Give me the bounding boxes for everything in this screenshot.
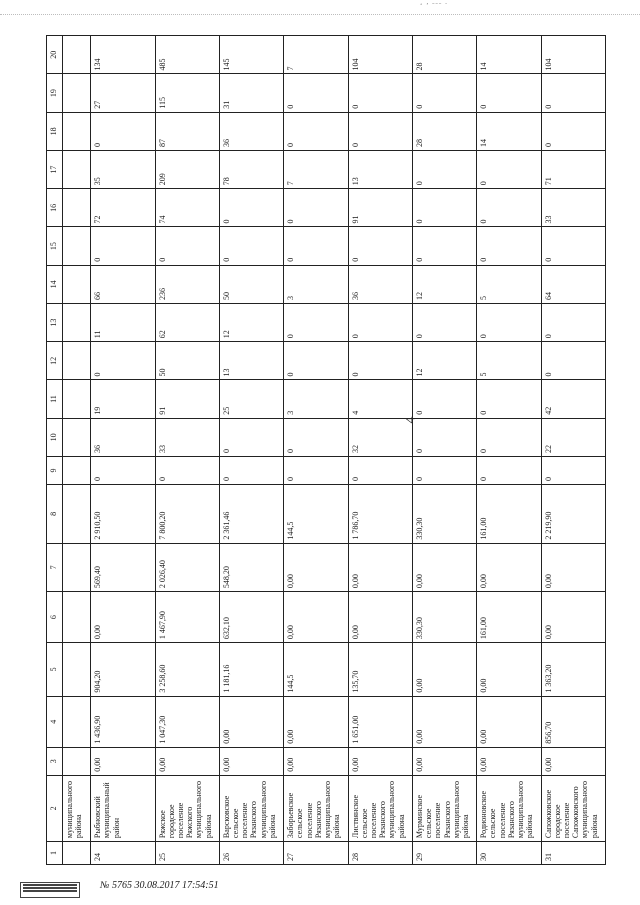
value-cell: 27 bbox=[91, 74, 155, 112]
column-number-header: 4 bbox=[47, 696, 63, 747]
value-cell: 0 bbox=[91, 227, 155, 265]
column-number-header: 20 bbox=[47, 36, 63, 74]
value-cell: 0 bbox=[348, 342, 412, 380]
column-number-header: 3 bbox=[47, 747, 63, 775]
value-cell: 74 bbox=[155, 189, 219, 227]
value-cell: 0 bbox=[91, 456, 155, 484]
row-number-cell: 25 bbox=[155, 842, 219, 865]
value-cell: 3 258,60 bbox=[155, 643, 219, 697]
value-cell: 2 026,40 bbox=[155, 543, 219, 591]
table-row bbox=[155, 36, 219, 865]
value-cell bbox=[63, 456, 91, 484]
value-cell: 0,00 bbox=[284, 543, 348, 591]
value-cell: 32 bbox=[348, 418, 412, 456]
table-row bbox=[541, 36, 605, 865]
value-cell: 0,00 bbox=[541, 543, 605, 591]
value-cell bbox=[63, 74, 91, 112]
value-cell: 0,00 bbox=[412, 643, 476, 697]
value-cell: 12 bbox=[219, 303, 283, 341]
value-cell: 4 bbox=[348, 380, 412, 418]
value-cell: 0,00 bbox=[284, 747, 348, 775]
value-cell: 0 bbox=[412, 418, 476, 456]
value-cell: 7 bbox=[284, 150, 348, 188]
table-row bbox=[63, 36, 91, 865]
value-cell: 66 bbox=[91, 265, 155, 303]
value-cell: 42 bbox=[541, 380, 605, 418]
value-cell: 0 bbox=[412, 380, 476, 418]
value-cell: 0 bbox=[155, 227, 219, 265]
value-cell: 0,00 bbox=[412, 543, 476, 591]
page-number: 4 bbox=[403, 416, 419, 424]
column-number-header: 11 bbox=[47, 380, 63, 418]
value-cell: 0,00 bbox=[348, 747, 412, 775]
value-cell: 1 436,90 bbox=[91, 696, 155, 747]
value-cell: 28 bbox=[412, 112, 476, 150]
value-cell: 3 bbox=[284, 380, 348, 418]
value-cell: 1 467,90 bbox=[155, 592, 219, 643]
value-cell: 0 bbox=[284, 342, 348, 380]
value-cell: 548,20 bbox=[219, 543, 283, 591]
value-cell: 0,00 bbox=[91, 747, 155, 775]
value-cell: 0 bbox=[219, 227, 283, 265]
value-cell: 2 361,46 bbox=[219, 484, 283, 543]
value-cell: 0,00 bbox=[219, 696, 283, 747]
value-cell: 7 bbox=[284, 36, 348, 74]
column-number-header: 18 bbox=[47, 112, 63, 150]
value-cell bbox=[63, 543, 91, 591]
value-cell: 856,70 bbox=[541, 696, 605, 747]
value-cell: 632,10 bbox=[219, 592, 283, 643]
value-cell: 2 910,50 bbox=[91, 484, 155, 543]
value-cell: 0 bbox=[348, 112, 412, 150]
value-cell: 0 bbox=[477, 227, 541, 265]
value-cell bbox=[63, 747, 91, 775]
value-cell: 144,5 bbox=[284, 484, 348, 543]
column-number-header: 19 bbox=[47, 74, 63, 112]
value-cell: 0 bbox=[348, 303, 412, 341]
table-row bbox=[348, 36, 412, 865]
value-cell: 91 bbox=[155, 380, 219, 418]
value-cell: 13 bbox=[348, 150, 412, 188]
value-cell: 0,00 bbox=[91, 592, 155, 643]
value-cell: 134 bbox=[91, 36, 155, 74]
value-cell: 2 219,90 bbox=[541, 484, 605, 543]
value-cell bbox=[63, 696, 91, 747]
value-cell: 0 bbox=[348, 74, 412, 112]
value-cell: 0,00 bbox=[219, 747, 283, 775]
value-cell: 0 bbox=[284, 418, 348, 456]
value-cell bbox=[63, 227, 91, 265]
value-cell: 19 bbox=[91, 380, 155, 418]
value-cell: 115 bbox=[155, 74, 219, 112]
value-cell: 0 bbox=[541, 342, 605, 380]
value-cell: 144,5 bbox=[284, 643, 348, 697]
value-cell: 12 bbox=[412, 342, 476, 380]
value-cell: 0,00 bbox=[541, 592, 605, 643]
value-cell bbox=[63, 36, 91, 74]
column-number-header: 16 bbox=[47, 189, 63, 227]
value-cell: 36 bbox=[91, 418, 155, 456]
value-cell: 0 bbox=[348, 227, 412, 265]
value-cell: 3 bbox=[284, 265, 348, 303]
data-table-rotated bbox=[46, 35, 606, 865]
value-cell: 50 bbox=[219, 265, 283, 303]
value-cell: 0 bbox=[477, 456, 541, 484]
value-cell: 0,00 bbox=[412, 696, 476, 747]
value-cell: 0 bbox=[348, 456, 412, 484]
value-cell: 71 bbox=[541, 150, 605, 188]
row-number-cell bbox=[63, 842, 91, 865]
municipality-name-cell: муниципального района bbox=[63, 775, 91, 841]
value-cell: 0 bbox=[541, 456, 605, 484]
value-cell bbox=[63, 342, 91, 380]
stamp-date: 30.08.2017 bbox=[134, 880, 180, 891]
value-cell: 0,00 bbox=[284, 696, 348, 747]
value-cell: 0,00 bbox=[155, 747, 219, 775]
value-cell: 0 bbox=[91, 112, 155, 150]
row-number-cell: 31 bbox=[541, 842, 605, 865]
stamp-time: 17:54:51 bbox=[181, 880, 219, 891]
scan-top-edge bbox=[0, 0, 640, 15]
registration-stamp-text bbox=[100, 880, 219, 891]
value-cell bbox=[63, 189, 91, 227]
row-number-cell: 30 bbox=[477, 842, 541, 865]
value-cell: 0 bbox=[477, 189, 541, 227]
column-number-header: 1 bbox=[47, 842, 63, 865]
value-cell bbox=[63, 265, 91, 303]
value-cell bbox=[63, 643, 91, 697]
municipality-name-cell: Рыбновский муниципальный район bbox=[91, 775, 155, 841]
value-cell: 5 bbox=[477, 342, 541, 380]
municipality-name-cell: Варсковское сельское поселение Рязанского муниципального района bbox=[219, 775, 283, 841]
municipality-name-cell: Родионовское сельское поселение Рязанского муниципального района bbox=[477, 775, 541, 841]
row-number-cell: 28 bbox=[348, 842, 412, 865]
value-cell: 904,20 bbox=[91, 643, 155, 697]
table-row bbox=[284, 36, 348, 865]
value-cell: 1 181,16 bbox=[219, 643, 283, 697]
stamp-logo-icon bbox=[20, 882, 80, 898]
scan-noise-mark: ʻ ʼ ˉˉˉ ˊ bbox=[420, 2, 449, 10]
column-number-header: 2 bbox=[47, 775, 63, 841]
value-cell: 0 bbox=[412, 189, 476, 227]
column-number-header: 13 bbox=[47, 303, 63, 341]
value-cell: 0 bbox=[284, 189, 348, 227]
value-cell: 0 bbox=[477, 380, 541, 418]
data-table bbox=[46, 35, 606, 865]
value-cell: 0 bbox=[219, 456, 283, 484]
value-cell: 0,00 bbox=[348, 543, 412, 591]
value-cell: 33 bbox=[541, 189, 605, 227]
value-cell: 5 bbox=[477, 265, 541, 303]
value-cell: 62 bbox=[155, 303, 219, 341]
value-cell: 25 bbox=[219, 380, 283, 418]
value-cell: 0,00 bbox=[477, 543, 541, 591]
value-cell: 87 bbox=[155, 112, 219, 150]
table-header-row bbox=[47, 36, 63, 865]
value-cell: 0 bbox=[541, 227, 605, 265]
column-number-header: 17 bbox=[47, 150, 63, 188]
value-cell: 485 bbox=[155, 36, 219, 74]
value-cell: 36 bbox=[219, 112, 283, 150]
value-cell: 0,00 bbox=[477, 747, 541, 775]
value-cell bbox=[63, 380, 91, 418]
value-cell: 31 bbox=[219, 74, 283, 112]
value-cell: 36 bbox=[348, 265, 412, 303]
municipality-name-cell: Заборьевское сельское поселение Рязанского муниципального района bbox=[284, 775, 348, 841]
value-cell: 0 bbox=[284, 456, 348, 484]
value-cell: 22 bbox=[541, 418, 605, 456]
column-number-header: 15 bbox=[47, 227, 63, 265]
column-number-header: 14 bbox=[47, 265, 63, 303]
table-row bbox=[412, 36, 476, 865]
value-cell: 0,00 bbox=[541, 747, 605, 775]
value-cell: 50 bbox=[155, 342, 219, 380]
value-cell: 64 bbox=[541, 265, 605, 303]
value-cell: 0 bbox=[219, 189, 283, 227]
value-cell: 0 bbox=[477, 74, 541, 112]
value-cell: 145 bbox=[219, 36, 283, 74]
value-cell: 161,00 bbox=[477, 592, 541, 643]
value-cell: 0 bbox=[91, 342, 155, 380]
value-cell: 104 bbox=[541, 36, 605, 74]
row-number-cell: 26 bbox=[219, 842, 283, 865]
value-cell: 0 bbox=[219, 418, 283, 456]
municipality-name-cell: Ряжское городское поселение Ряжского муниципального района bbox=[155, 775, 219, 841]
value-cell: 0 bbox=[477, 150, 541, 188]
value-cell: 7 800,20 bbox=[155, 484, 219, 543]
value-cell: 28 bbox=[412, 36, 476, 74]
value-cell: 0 bbox=[412, 227, 476, 265]
value-cell: 72 bbox=[91, 189, 155, 227]
municipality-name-cell: Листвянское сельское поселение Рязанского муниципального района bbox=[348, 775, 412, 841]
value-cell: 1 047,30 bbox=[155, 696, 219, 747]
value-cell: 0 bbox=[412, 303, 476, 341]
table-row bbox=[219, 36, 283, 865]
stamp-reg-number: 5765 bbox=[111, 880, 132, 891]
value-cell: 0 bbox=[284, 227, 348, 265]
value-cell: 330,30 bbox=[412, 592, 476, 643]
value-cell: 0 bbox=[155, 456, 219, 484]
value-cell: 0 bbox=[284, 303, 348, 341]
value-cell: 0,00 bbox=[477, 696, 541, 747]
value-cell: 14 bbox=[477, 112, 541, 150]
value-cell: 236 bbox=[155, 265, 219, 303]
value-cell: 135,70 bbox=[348, 643, 412, 697]
value-cell: 330,30 bbox=[412, 484, 476, 543]
value-cell: 0,00 bbox=[348, 592, 412, 643]
value-cell: 1 786,70 bbox=[348, 484, 412, 543]
value-cell: 78 bbox=[219, 150, 283, 188]
value-cell: 0 bbox=[477, 303, 541, 341]
value-cell: 0 bbox=[541, 112, 605, 150]
column-number-header: 10 bbox=[47, 418, 63, 456]
column-number-header: 9 bbox=[47, 456, 63, 484]
value-cell: 0 bbox=[284, 74, 348, 112]
value-cell: 1 363,20 bbox=[541, 643, 605, 697]
value-cell: 13 bbox=[219, 342, 283, 380]
value-cell: 0 bbox=[284, 112, 348, 150]
value-cell: 104 bbox=[348, 36, 412, 74]
value-cell: 161,00 bbox=[477, 484, 541, 543]
value-cell: 209 bbox=[155, 150, 219, 188]
column-number-header: 7 bbox=[47, 543, 63, 591]
value-cell bbox=[63, 418, 91, 456]
value-cell: 0 bbox=[412, 456, 476, 484]
value-cell bbox=[63, 484, 91, 543]
municipality-name-cell: Сапожковское городское поселение Сапожковского муниципального района bbox=[541, 775, 605, 841]
row-number-cell: 29 bbox=[412, 842, 476, 865]
table-row bbox=[477, 36, 541, 865]
value-cell bbox=[63, 303, 91, 341]
value-cell bbox=[63, 150, 91, 188]
value-cell: 0 bbox=[541, 74, 605, 112]
value-cell: 0 bbox=[412, 150, 476, 188]
value-cell: 11 bbox=[91, 303, 155, 341]
table-row bbox=[91, 36, 155, 865]
value-cell: 0 bbox=[477, 418, 541, 456]
value-cell: 569,40 bbox=[91, 543, 155, 591]
column-number-header: 6 bbox=[47, 592, 63, 643]
stamp-number-sign: № bbox=[100, 880, 110, 891]
row-number-cell: 24 bbox=[91, 842, 155, 865]
row-number-cell: 27 bbox=[284, 842, 348, 865]
value-cell: 0,00 bbox=[477, 643, 541, 697]
column-number-header: 5 bbox=[47, 643, 63, 697]
value-cell: 0 bbox=[412, 74, 476, 112]
column-number-header: 8 bbox=[47, 484, 63, 543]
value-cell: 0 bbox=[541, 303, 605, 341]
value-cell bbox=[63, 112, 91, 150]
column-number-header: 12 bbox=[47, 342, 63, 380]
value-cell bbox=[63, 592, 91, 643]
value-cell: 14 bbox=[477, 36, 541, 74]
value-cell: 0,00 bbox=[412, 747, 476, 775]
value-cell: 91 bbox=[348, 189, 412, 227]
municipality-name-cell: Мурминское сельское поселение Рязанского муниципального района bbox=[412, 775, 476, 841]
value-cell: 33 bbox=[155, 418, 219, 456]
value-cell: 1 651,00 bbox=[348, 696, 412, 747]
value-cell: 35 bbox=[91, 150, 155, 188]
value-cell: 12 bbox=[412, 265, 476, 303]
value-cell: 0,00 bbox=[284, 592, 348, 643]
